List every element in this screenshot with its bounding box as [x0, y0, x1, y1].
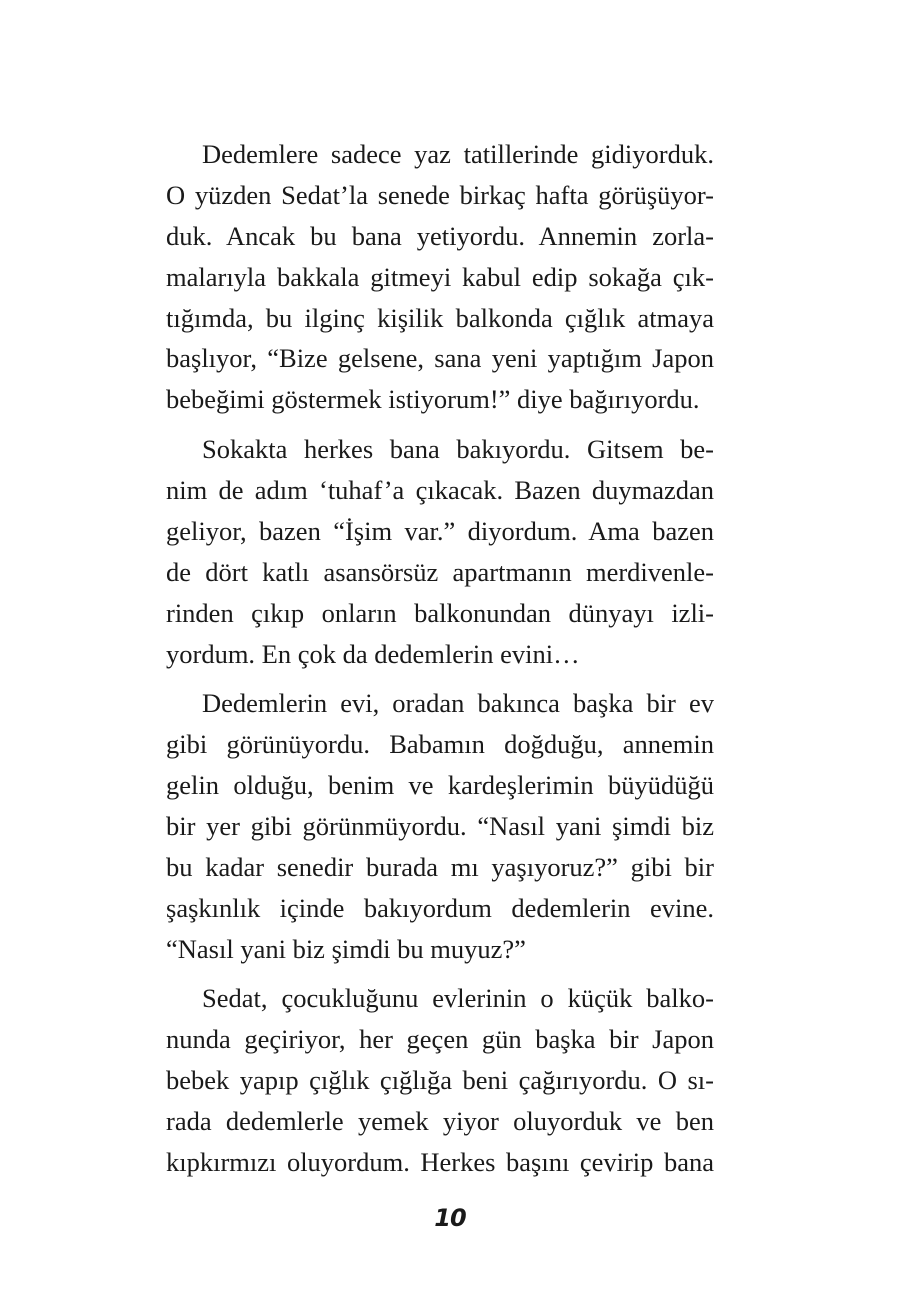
text-line: gelin olduğu, benim ve kardeşlerimin büyüdüğü — [166, 770, 714, 801]
text-line: kıpkırmızı oluyordum. Herkes başını çevirip bana — [166, 1147, 714, 1178]
text-line: O yüzden Sedat’la senede birkaç hafta görüşüyor- — [166, 179, 714, 210]
text-line: bebeğimi göstermek istiyorum!” diye bağırıyordu. — [166, 384, 700, 415]
text-line: şaşkınlık içinde bakıyordum dedemlerin evine. — [166, 892, 714, 923]
paragraph — [166, 134, 714, 420]
text-line: bir yer gibi görünmüyordu. “Nasıl yani şimdi biz — [166, 811, 714, 842]
text-line: gibi görünüyordu. Babamın doğduğu, annemin — [166, 729, 714, 760]
text-line: yordum. En çok da dedemlerin evini… — [166, 638, 580, 669]
paragraph — [166, 683, 714, 969]
text-line: nim de adım ‘tuhaf’a çıkacak. Bazen duymazdan — [166, 475, 714, 506]
text-line: rinden çıkıp onların balkonundan dünyayı izli- — [166, 597, 714, 628]
text-line: bebek yapıp çığlık çığlığa beni çağırıyordu. O sı- — [166, 1065, 714, 1096]
text-line: Sokakta herkes bana bakıyordu. Gitsem be- — [202, 434, 714, 465]
text-line: tığımda, bu ilginç kişilik balkonda çığlık atmaya — [166, 302, 714, 333]
text-line: bu kadar senedir burada mı yaşıyoruz?” gibi bir — [166, 851, 714, 882]
text-line: başlıyor, “Bize gelsene, sana yeni yaptığım Japon — [166, 343, 714, 374]
text-line: rada dedemlerle yemek yiyor oluyorduk ve ben — [166, 1106, 714, 1137]
body-text — [166, 134, 714, 1183]
paragraph — [166, 978, 714, 1182]
text-line: “Nasıl yani biz şimdi bu muyuz?” — [166, 933, 526, 964]
page-number: 10 — [434, 1204, 466, 1232]
text-line: malarıyla bakkala gitmeyi kabul edip sokağa çık- — [166, 261, 714, 292]
text-line: Dedemlerin evi, oradan bakınca başka bir ev — [202, 688, 714, 719]
text-line: Dedemlere sadece yaz tatillerinde gidiyorduk. — [202, 139, 714, 169]
text-line: de dört katlı asansörsüz apartmanın merdivenle- — [166, 556, 714, 587]
text-line: Sedat, çocukluğunu evlerinin o küçük balko- — [202, 983, 714, 1014]
text-line: nunda geçiriyor, her geçen gün başka bir Japon — [166, 1024, 714, 1055]
paragraph — [166, 429, 714, 674]
text-line: duk. Ancak bu bana yetiyordu. Annemin zorla- — [166, 220, 714, 251]
text-line: geliyor, bazen “İşim var.” diyordum. Ama bazen — [166, 515, 714, 546]
